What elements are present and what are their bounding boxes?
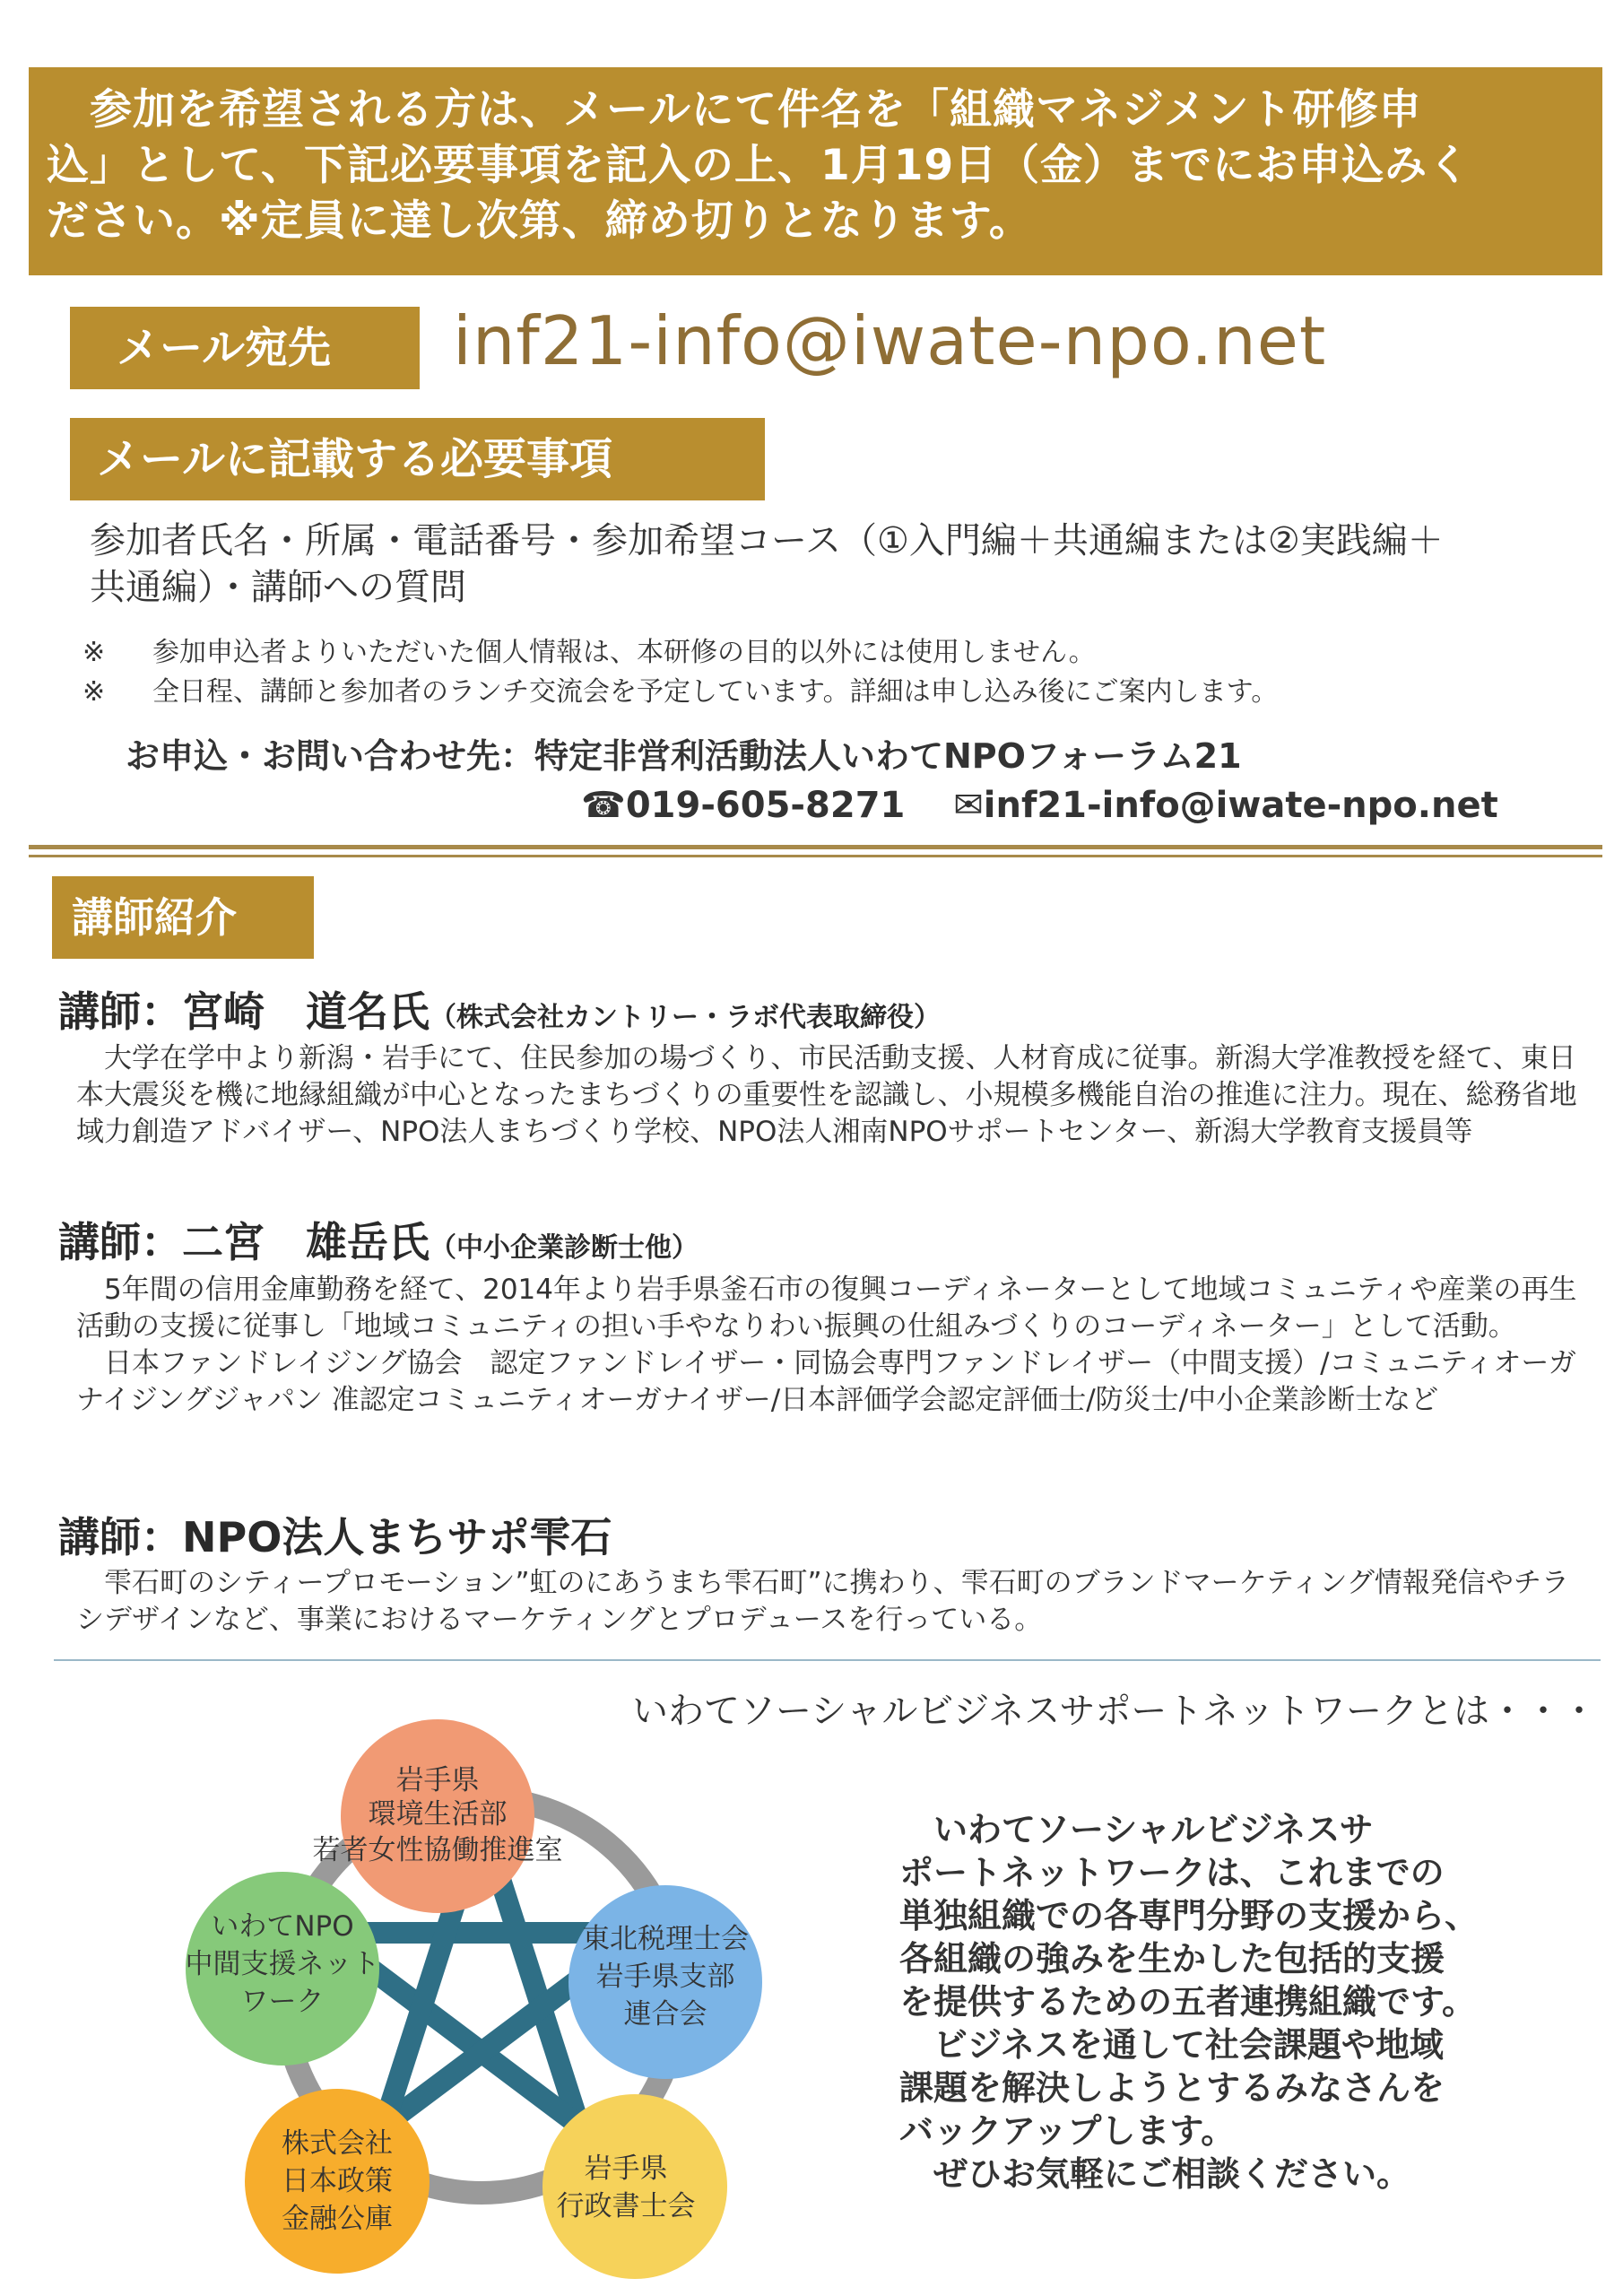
mail-address-link[interactable]: inf21-info@iwate-npo.net [453,301,1327,380]
lecturer-3-bio: 雫石町のシティープロモーション”虹のにあうまち雫石町”に携わり、雫石町のブランドマーケティング情報発信やチラシデザインなど、事業におけるマーケティングとプロデュースを行っている。 [76,1567,1569,1636]
lecturer-3-name: 講師：NPO法人まちサポ雫石 [58,1513,612,1561]
note-privacy [82,635,1607,671]
phone-icon: ☎ [581,785,626,826]
requirements-label: メールに記載する必要事項 [70,418,765,500]
member-label: 中間支援ネット [185,1948,380,1980]
member-tax-accountants [568,1885,762,2079]
member-label: 岩手県支部 [595,1961,735,1993]
lecturer-1-name: 講師：宮崎 道名氏 [58,987,430,1036]
section-divider [29,855,1602,857]
member-label: 行政書士会 [556,2190,696,2222]
lecturer-2-role: （中小企業診断士他） [430,1232,699,1264]
mail-label: メール宛先 [70,307,420,389]
requirements-line-1: 参加者氏名・所属・電話番号・参加希望コース（①入門編＋共通編または②実践編＋ [90,520,1444,561]
network-description-line: 各組織の強みを生かした包括的支援 [899,1939,1445,1979]
member-iwate-prefecture [313,1719,563,1913]
member-label: 岩手県 [395,1764,480,1796]
network-diagram [143,1713,812,2287]
lecturer-1-role: （株式会社カントリー・ラボ代表取締役） [430,1002,941,1033]
network-description-line: ぜひお気軽にご相談ください。 [899,2154,1411,2194]
member-label: 若者女性協働推進室 [312,1834,563,1866]
lecturer-2-bio-2: 日本ファンドレイジング協会 認定ファンドレイザー・同協会専門ファンドレイザー（中間支援）/コミュニティオーガナイジングジャパン 准認定コミュニティオーガナイザー/日本評価学会認定評価士/防災士/中小企業診断士など [76,1347,1576,1416]
member-circle [542,2094,727,2279]
member-label: 環境生活部 [368,1798,508,1831]
network-heading: いわてソーシャルビジネスサポートネットワークとは・・・ [632,1691,1597,1732]
member-label: いわてNPO [211,1910,354,1943]
network-description-line: いわてソーシャルビジネスサ [899,1810,1374,1849]
note-mark: ※ [82,637,106,668]
lecturer-2-bio [76,1272,1583,1419]
member-label: 日本政策 [282,2165,393,2197]
network-description-line: バックアップします。 [899,2111,1236,2151]
network-description [899,1808,1545,2196]
lecturer-1-title [58,985,941,1045]
section-divider [54,1659,1601,1661]
contact-details [581,782,1498,829]
note-text: 全日程、講師と参加者のランチ交流会を予定しています。詳細は申し込み後にご案内します。 [152,676,1279,708]
member-label: 金融公庫 [282,2203,393,2235]
lecturer-3-title [58,1510,612,1564]
lecturer-2-name: 講師：二宮 雄岳氏 [58,1218,430,1266]
contact-phone[interactable]: 019-605-8271 [625,785,906,826]
network-description-line: ビジネスを通して社会課題や地域 [899,2025,1444,2065]
banner-line-2: 込」として、下記必要事項を記入の上、1月19日（金）までにお申込みく [47,141,1471,190]
member-label: 連合会 [623,1998,707,2031]
network-description-line: を提供するための五者連携組織です。 [899,1982,1476,2022]
banner-line-1: 参加を希望される方は、メールにて件名を「組織マネジメント研修申 [47,85,1422,135]
member-label: 株式会社 [282,2127,393,2160]
mail-icon: ✉ [953,785,984,826]
banner-line-3: ださい。※定員に達し次第、締め切りとなります。 [47,196,1032,246]
requirements-line-2: 共通編）・講師への質問 [90,567,466,608]
member-label: 東北税理士会 [582,1923,749,1955]
lecturer-2-bio-1: 5年間の信用金庫勤務を経て、2014年より岩手県釜石市の復興コーディネーターとして地域コミュニティや産業の再生活動の支援に従事し「地域コミュニティの担い手やなりわい振興の仕組みづくりのコーディネーター」として活動。 [76,1274,1577,1343]
note-lunch [82,674,1607,710]
lecturer-2-title [58,1215,699,1275]
contact-organization: お申込・お問い合わせ先：特定非営利活動法人いわてNPOフォーラム21 [126,736,1242,776]
member-label: ワーク [240,1986,325,2018]
member-administrative-scriveners [542,2094,727,2279]
note-text: 参加申込者よりいただいた個人情報は、本研修の目的以外には使用しません。 [152,637,1096,668]
section-divider [29,845,1602,849]
application-banner-text [47,83,1589,249]
contact-mail[interactable]: inf21-info@iwate-npo.net [983,785,1498,826]
network-description-line: ポートネットワークは、これまでの [899,1853,1445,1892]
lecturer-1-bio: 大学在学中より新潟・岩手にて、住民参加の場づくり、市民活動支援、人材育成に従事。新潟大学准教授を経て、東日本大震災を機に地縁組織が中心となったまちづくりの重要性を認識し、小規模多機能自治の推進に注力。現在、総務省地域力創造アドバイザー、NPO法人まちづくり学校、NPO法人湘南NPOサポートセンター、新潟大学教育支援員等 [76,1042,1577,1148]
note-mark: ※ [82,676,106,708]
requirements-text [90,517,1578,611]
network-description-line: 単独組織での各専門分野の支援から、 [899,1896,1480,1935]
member-japan-finance-corp [245,2089,430,2274]
network-description-line: 課題を解決しようとするみなさんを [899,2068,1445,2108]
lecturers-label: 講師紹介 [52,876,314,959]
member-label: 岩手県 [584,2152,668,2185]
member-iwate-npo-network [186,1872,380,2066]
